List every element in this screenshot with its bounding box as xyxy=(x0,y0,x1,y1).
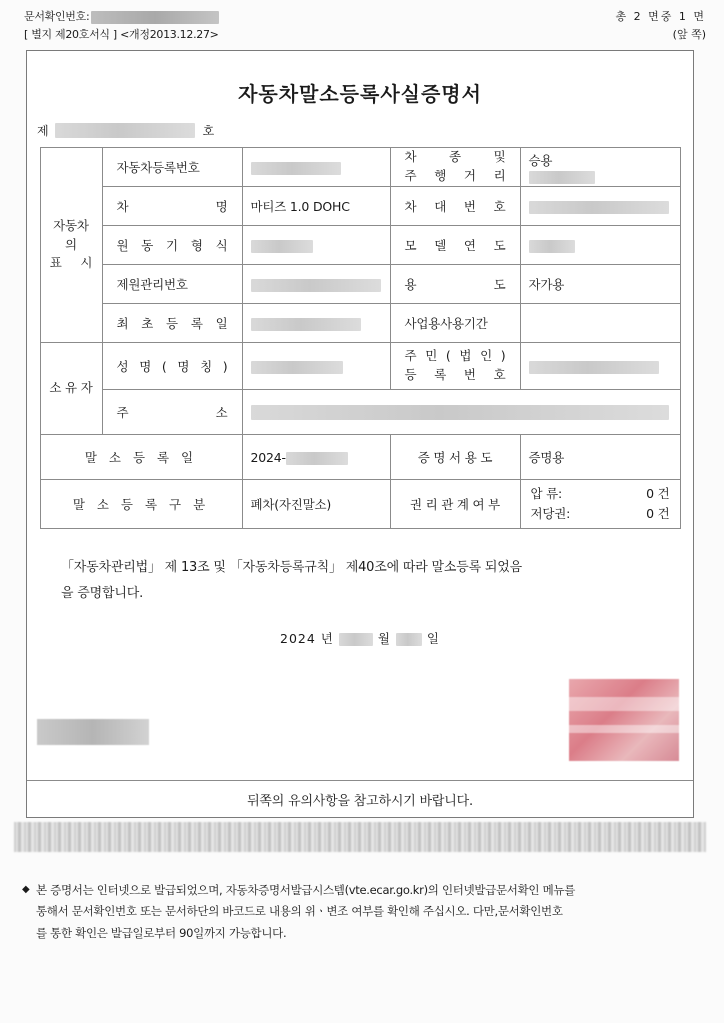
certificate-frame xyxy=(26,50,694,818)
label-engine-type: 원 동 기 형 식 xyxy=(102,226,242,265)
footnote-text: 뒤쪽의 유의사항을 참고하시기 바랍니다. xyxy=(247,793,473,809)
issue-date xyxy=(27,629,693,647)
table-row xyxy=(40,226,680,265)
issue-day: 일 xyxy=(426,631,440,646)
table-row xyxy=(40,435,680,480)
table-row xyxy=(40,480,680,529)
page-title: 자동차말소등록사실증명서 xyxy=(238,82,482,106)
table-row xyxy=(40,390,680,435)
label-vehicle-name: 차 명 xyxy=(102,187,242,226)
notice-line-3: 를 통한 확인은 발급일로부터 90일까지 가능합니다. xyxy=(36,925,287,940)
barcode xyxy=(14,822,706,852)
value-mortgage: 0 건 xyxy=(646,506,670,521)
label-cert-purpose: 증 명 서 용 도 xyxy=(390,435,520,480)
value-cancel-type: 폐차(자진말소) xyxy=(242,480,390,529)
value-spec-mgmt-no xyxy=(242,265,390,304)
value-vehicle-name: 마티즈 1.0 DOHC xyxy=(242,187,390,226)
vehicle-info-table xyxy=(40,147,681,529)
label-cancel-date: 말 소 등 록 일 xyxy=(40,435,242,480)
value-owner-name xyxy=(242,343,390,390)
serial-row xyxy=(37,119,693,141)
value-vin xyxy=(520,187,680,226)
official-seal xyxy=(569,679,679,761)
value-address xyxy=(242,390,680,435)
label-vehicle-reg-no: 자동차등록번호 xyxy=(102,148,242,187)
statement-block xyxy=(61,555,659,607)
value-resident-no xyxy=(520,343,680,390)
issue-month: 월 xyxy=(377,631,391,646)
label-usage: 용 도 xyxy=(390,265,520,304)
value-cert-purpose: 증명용 xyxy=(520,435,680,480)
diamond-bullet-icon: ◆ xyxy=(22,884,30,895)
label-type-mileage: 차 종 및 주 행 거 리 xyxy=(390,148,520,187)
issue-year: 2024 년 xyxy=(280,631,334,646)
value-seizure: 0 건 xyxy=(646,486,670,501)
value-rights-status xyxy=(520,480,680,529)
value-first-reg-date xyxy=(242,304,390,343)
value-type-mileage: 승용 xyxy=(520,148,680,187)
doc-confirm-label: 문서확인번호: xyxy=(24,10,90,23)
serial-prefix: 제 xyxy=(37,123,49,138)
label-spec-mgmt-no: 제원관리번호 xyxy=(102,265,242,304)
serial-redaction xyxy=(55,123,195,138)
label-owner-name: 성 명 ( 명 칭 ) xyxy=(102,343,242,390)
value-cancel-date: 2024- xyxy=(242,435,390,480)
serial-suffix: 호 xyxy=(202,123,215,138)
label-rights-status: 권 리 관 계 여 부 xyxy=(390,480,520,529)
label-mortgage: 저당권: xyxy=(530,506,571,521)
footnote xyxy=(27,780,693,817)
page-side: (앞 쪽) xyxy=(672,28,706,41)
label-model-year: 모 델 연 도 xyxy=(390,226,520,265)
table-row xyxy=(40,304,680,343)
doc-confirm-redaction xyxy=(91,11,219,24)
label-cancel-type: 말 소 등 록 구 분 xyxy=(40,480,242,529)
issuer-redaction xyxy=(37,719,149,745)
notice-line-2: 통해서 문서확인번호 또는 문서하단의 바코드로 내용의 위ㆍ변조 여부를 확인해 주십시오. 다만,문서확인번호 xyxy=(36,904,563,919)
table-row xyxy=(40,148,680,187)
label-address: 주 소 xyxy=(102,390,242,435)
bottom-notice xyxy=(22,880,706,944)
page-header xyxy=(0,0,724,52)
table-row xyxy=(40,187,680,226)
statement-line-2: 을 증명합니다. xyxy=(61,586,144,601)
label-vin: 차 대 번 호 xyxy=(390,187,520,226)
table-row xyxy=(40,265,680,304)
statement-line-1: 「자동차관리법」 제 13조 및 「자동차등록규칙」 제40조에 따라 말소등록 되었음 xyxy=(61,560,522,575)
notice-line-1: 본 증명서는 인터넷으로 발급되었으며, 자동차증명서발급시스템(vte.ecar.go.kr)의 인터넷발급문서확인 메뉴를 xyxy=(36,883,576,897)
label-seizure: 압 류: xyxy=(530,486,563,501)
value-usage: 자가용 xyxy=(520,265,680,304)
doc-confirm-number xyxy=(24,8,219,24)
label-first-reg-date: 최 초 등 록 일 xyxy=(102,304,242,343)
value-vehicle-reg-no xyxy=(242,148,390,187)
table-row xyxy=(40,343,680,390)
value-business-period xyxy=(520,304,680,343)
value-model-year xyxy=(520,226,680,265)
section-label-owner: 소 유 자 xyxy=(40,343,102,435)
label-business-period: 사업용사용기간 xyxy=(390,304,520,343)
section-label-vehicle: 자동차의 표 시 xyxy=(40,148,102,343)
value-engine-type xyxy=(242,226,390,265)
form-number: [ 별지 제20호서식 ] <개정2013.12.27> xyxy=(24,28,219,41)
page-count: 총 2 면중 1 면 xyxy=(615,10,706,23)
label-resident-no: 주 민 ( 법 인 ) 등 록 번 호 xyxy=(390,343,520,390)
